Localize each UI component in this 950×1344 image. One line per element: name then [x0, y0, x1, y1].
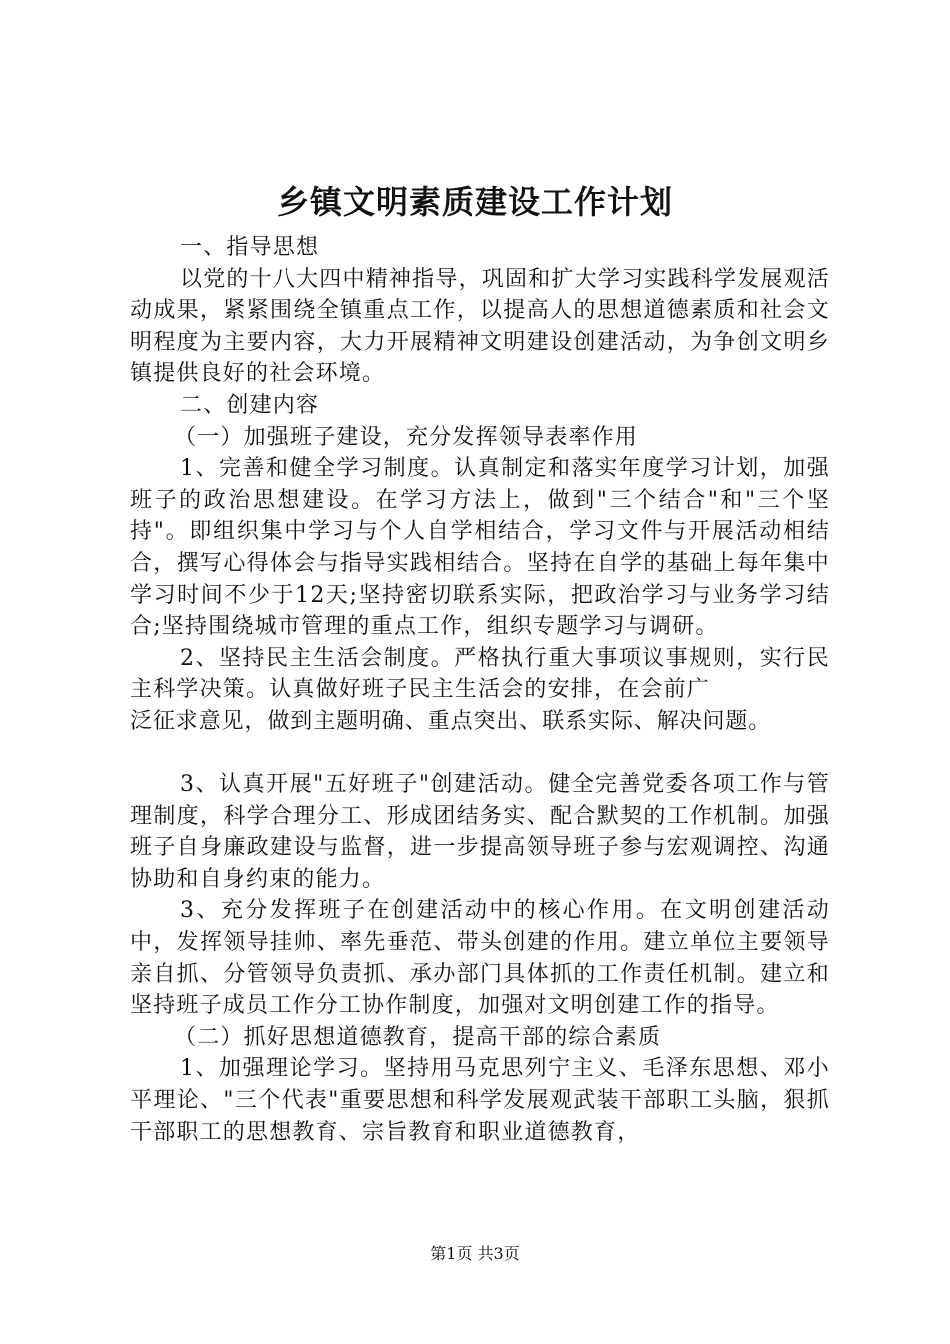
section-heading-guiding-ideology: 一、指导思想 — [180, 235, 320, 260]
paragraph: 3、认真开展"五好班子"创建活动。健全完善党委各项工作与管理制度，科学合理分工、形成团结务实、配合默契的工作机制。加强班子自身廉政建设与监督，进一步提高领导班子参与宏观调控、沟通协助和自身约束的能力。 — [130, 772, 830, 892]
paragraph: 3、充分发挥班子在创建活动中的核心作用。在文明创建活动中，发挥领导挂帅、率先垂范、带头创建的作用。建立单位主要领导亲自抓、分管领导负责抓、承办部门具体抓的工作责任机制。建立和坚持班子成员工作分工协作制度，加强对文明创建工作的指导。 — [130, 898, 830, 1019]
document-title: 乡镇文明素质建设工作计划 — [276, 183, 673, 221]
subsection-heading-team-building: （一）加强班子建设，充分发挥领导表率作用 — [174, 424, 639, 450]
section-heading-creation-content: 二、创建内容 — [180, 392, 320, 418]
paragraph: 1、完善和健全学习制度。认真制定和落实年度学习计划，加强班子的政治思想建设。在学习方法上，做到"三个结合"和"三个坚持"。即组织集中学习与个人自学相结合，学习文件与开展活动相结合，撰写心得体会与指导实践相结合。坚持在自学的基础上每年集中学习时间不少于12天;坚持密切联系实际，把政治学习与业务学习结合;坚持围绕城市管理的重点工作，组织专题学习与调研。 — [130, 456, 830, 640]
paragraph: 2、坚持民主生活会制度。严格执行重大事项议事规则，实行民主科学决策。认真做好班子民主生活会的安排，在会前广 — [130, 645, 830, 703]
paragraph-continuation: 泛征求意见，做到主题明确、重点突出、联系实际、解决问题。 — [130, 708, 772, 734]
document-body — [130, 232, 830, 1148]
paragraph: 以党的十八大四中精神指导，巩固和扩大学习实践科学发展观活动成果，紧紧围绕全镇重点工作，以提高人的思想道德素质和社会文明程度为主要内容，大力开展精神文明建设创建活动，为争创文明乡镇提供良好的社会环境。 — [130, 266, 830, 387]
subsection-heading-moral-education: （二）抓好思想道德教育，提高干部的综合素质 — [174, 1024, 662, 1050]
page-number: 第1页 共3页 — [430, 1244, 520, 1263]
blank-line — [130, 738, 830, 770]
paragraph: 1、加强理论学习。坚持用马克思列宁主义、毛泽东思想、邓小平理论、"三个代表"重要思想和科学发展观武装干部职工头脑，狠抓干部职工的思想教育、宗旨教育和职业道德教育， — [130, 1056, 830, 1145]
